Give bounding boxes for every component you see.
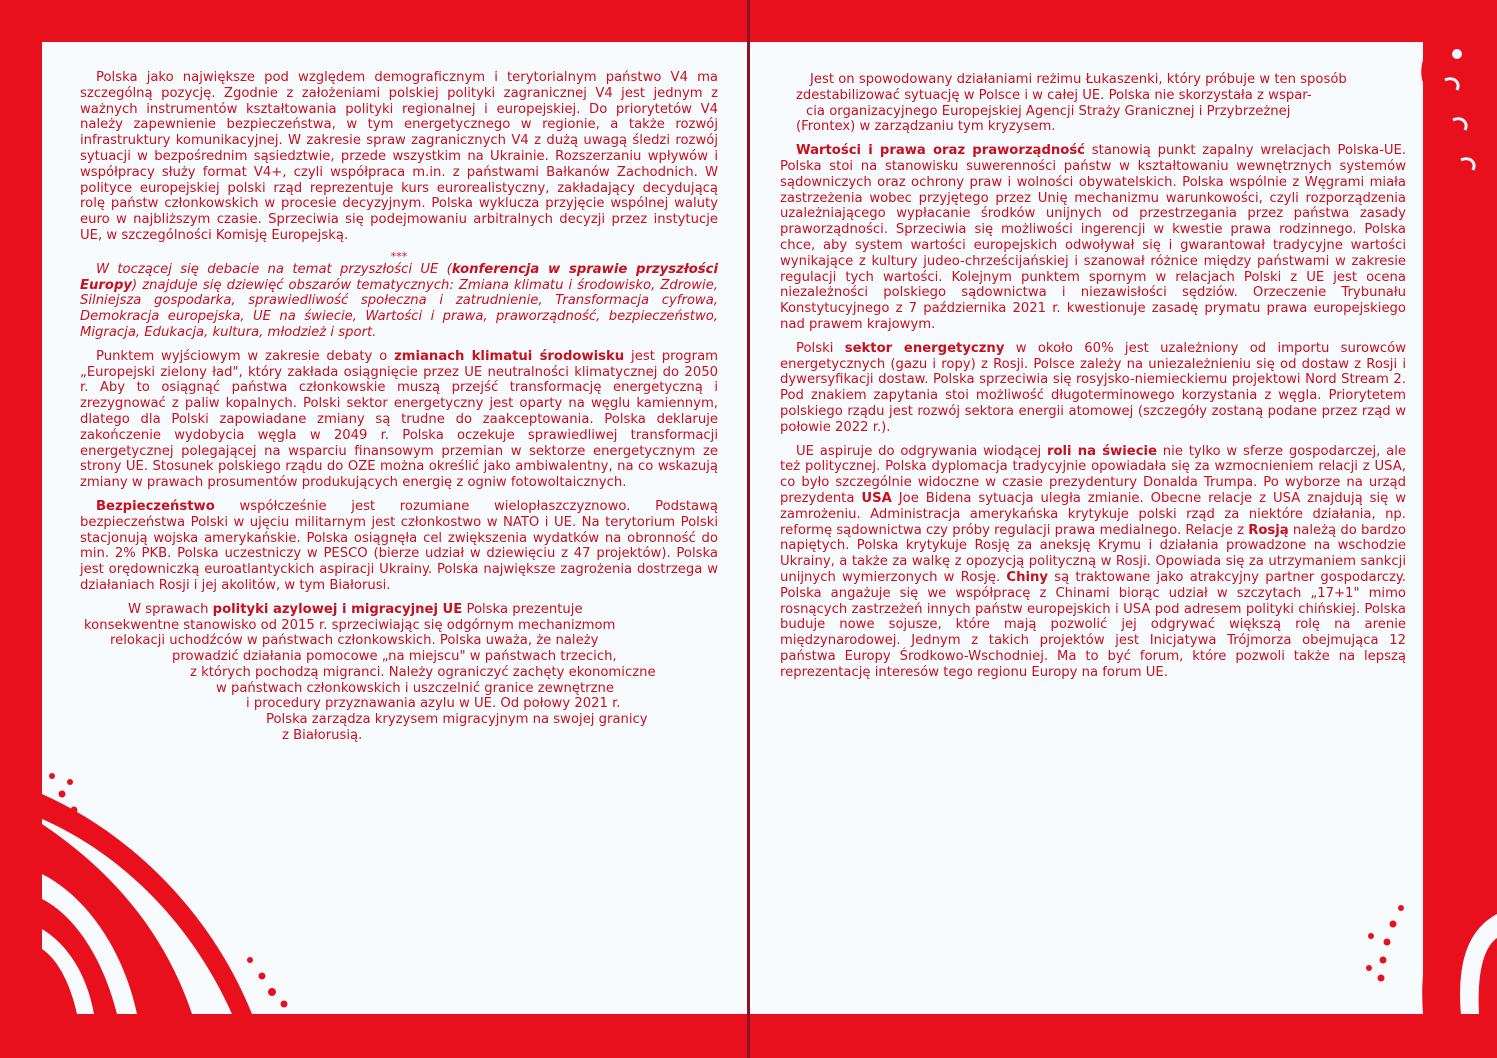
migration-line: z których pochodzą migranci. Należy ograniczyć zachęty ekonomiczne bbox=[190, 664, 656, 680]
paragraph-conference: W toczącej się debacie na temat przyszłości UE (konferencja w sprawie przyszłości Europy) znajduje się dziewięć obszarów tematycznych: Zmiana klimatu i środowisko, Zdrowie, Silniejsza gospodarka, sprawiedliwość społeczna i zatrudnienie, Transformacja cyfrowa, Demokracja europejska, UE na świecie, Wartości i prawa, praworządność, bezpieczeństwo, Migracja, Edukacja, kultura, młodzież i sport. bbox=[80, 261, 718, 340]
migration-line: Polska zarządza kryzysem migracyjnym na swojej granicy bbox=[266, 712, 648, 728]
paragraph-energy: Polski sektor energetyczny w około 60% jest uzależniony od importu surowców energetycznych (gazu i ropy) z Rosji. Polsce zależy na uniezależnieniu się od dostaw z Rosji i dywersyfikacji dostaw. Polska sprzeciwia się rosyjsko-niemieckiemu projektowi Nord Stream 2. Pod znakiem zapytania stoi możliwość długoterminowego korzystania z węgla. Priorytetem polskiego rządu jest rozwój sektora energii atomowej (szczegóły zostaną podane przez rząd w połowie 2022 r.). bbox=[780, 340, 1407, 435]
paragraph-security: Bezpieczeństwo współcześnie jest rozumiane wielopłaszczyznowo. Podstawą bezpieczeństwa Polski w ujęciu militarnym jest członkostwo w NATO i UE. Na terytorium Polski stacjonują wojska amerykańskie. Polska osiągnęła cel zwiększenia wydatków na obronność do min. 2% PKB. Polska uczestniczy w PESCO (bierze udział w dziewięciu z 47 projektów). Polska jest orędowniczką euroatlantyckich aspiracji Ukrainy. Polska największe zagrożenia dostrzega w działaniach Rosji i jej akolitów, w tym Białorusi. bbox=[80, 498, 718, 593]
paragraph-world-role: UE aspiruje do odgrywania wiodącej roli na świecie nie tylko w sferze gospodarczej, ale też politycznej. Polska dyplomacja tradycyjnie opowiadała się za wzmocnieniem relacji z USA, co było szczególnie widoczne w czasie prezydentury Donalda Trumpa. Po wyborze na urząd prezydenta USA Joe Bidena sytuacja uległa zmianie. Obecne relacje z USA znajdują się w zamrożeniu. Administracja amerykańska krytykuje polski rząd za niektóre działania, np. reformę sądownictwa czy próby regulacji prawa medialnego. Relacje z Rosją należą do bardzo napiętych. Polska krytykuje Rosję za aneksję Krymu i działania prowadzone na wschodzie Ukrainy, a także za walkę z opozycją polityczną w Rosji. Opowiada się za utrzymaniem sankcji unijnych wymierzonych w Rosję. Chiny są traktowane jako atrakcyjny partner gospodarczy. Polska angażuje się we współpracę z Chinami biorąc udział w szczytach „17+1" mimo rosnących zastrzeżeń innych państw europejskich i USA pod adresem polityki chińskiej. Polska buduje nowe sojusze, które mają pozwolić jej odgrywać większą rolę na arenie międzynarodowej. Jednym z takich projektów jest Inicjatywa Trójmorza obejmująca 12 państwa Europy Środkowo-Wschodniej. Ma to być forum, które pozwoli także na lepszą reprezentację interesów tego regionu Europy na forum UE. bbox=[780, 443, 1406, 680]
right-text-column bbox=[780, 72, 1406, 688]
paragraph-migration bbox=[80, 602, 718, 744]
left-text-column bbox=[80, 70, 718, 744]
migration-line: w państwach członkowskich i uszczelnić granice zewnętrzne bbox=[216, 680, 614, 696]
paragraph-rule-of-law: Wartości i prawa oraz praworządność stanowią punkt zapalny wrelacjach Polska-UE. Polska stoi na stanowisku suwerenności państw w kształtowaniu wewnętrznych systemów sądowniczych oraz ochrony praw i wolności obywatelskich. Polska wspólnie z Węgrami miała zastrzeżenia wobec przyjętego przez Unię mechanizmu warunkowości, czyli rozporządzenia uzależniającego wypłacanie środków unijnych od przestrzegania przez państwa zasady praworządności. Sprzeciwia się możliwości ingerencji w kwestie prawa rodzinnego. Polska chce, aby system wartości europejskich odwoływał się i gwarantował tradycyjne wartości wynikające z kultury judeo-chrześcijańskiej i szanował różnice między państwami w zakresie regulacji tych wartości. Kolejnym punktem spornym w relacjach Polski z UE jest ocena niezależności polskiego sądownictwa i niezawisłości sędziów. Orzeczenie Trybunału Konstytucyjnego z 7 października 2021 r. kwestionuje zasadę prymatu prawa europejskiego nad prawem krajowym. bbox=[780, 143, 1406, 332]
section-separator: *** bbox=[390, 249, 408, 263]
migration-line: konsekwentne stanowisko od 2015 r. sprzeciwiając się odgórnym mechanizmom bbox=[84, 617, 616, 633]
folk-ornament-bottom-right bbox=[1357, 864, 1497, 1014]
left-page bbox=[42, 42, 747, 1014]
eagle-ornament-top-right bbox=[1387, 0, 1497, 250]
folk-ornament-bottom-left bbox=[42, 754, 342, 1014]
migration-line: z Białorusią. bbox=[282, 728, 363, 744]
paragraph-lukashenko: Jest on spowodowany działaniami reżimu Łukaszenki, który próbuje w ten sposób zdestabilizować sytuację w Polsce i w całej UE. Polska nie skorzystała z wspar- cia organizacyjnego Europejskiej Agencji Straży Granicznej i Przybrzeżnej (Frontex) w zarządzaniu tym kryzysem. bbox=[796, 72, 1347, 135]
migration-line: i procedury przyznawania azylu w UE. Od połowy 2021 r. bbox=[246, 696, 621, 712]
paragraph-v4: Polska jako największe pod względem demograficznym i terytorialnym państwo V4 ma szczególną pozycję. Zgodnie z założeniami polskiej polityki zagranicznej V4 jest jednym z ważnych instrumentów kształtowania polityki regionalnej i europejskiej. Do priorytetów V4 należy zapewnienie bezpieczeństwa, w tym energetycznego w regionie, a także rozwój infrastruktury komunikacyjnej. W zakresie spraw zagranicznych V4 z dużą uwagą śledzi rozwój sytuacji w bezpośrednim sąsiedztwie, przede wszystkim na Ukrainie. Rozszerzaniu wpływów i współpracy służy format V4+, czyli współpraca m.in. z państwami Bałkanów Zachodnich. W polityce europejskiej polski rząd reprezentuje kurs eurorealistyczny, zakładający decydującą rolę państw członkowskich w procesie decyzyjnym. Polska wyklucza przyjęcie wspólnej waluty euro w najbliższym czasie. Sprzeciwia się podejmowaniu arbitralnych decyzji przez instytucje UE, w szczególności Komisję Europejską. bbox=[80, 70, 718, 243]
paragraph-climate: Punktem wyjściowym w zakresie debaty o zmianach klimatui środowisku jest program „Europejski zielony ład", który zakłada osiągnięcie przez UE neutralności klimatycznej do 2050 r. Aby to osiągnąć państwa członkowskie muszą przejść transformację energetyczną i zrezygnować z paliw kopalnych. Polski sektor energetyczny jest oparty na węglu kamiennym, dlatego dla Polski zapowiadane zmiany są trudne do zaakceptowania. Polska deklaruje zakończenie wydobycia węgla w 2049 r. Polska oczekuje sprawiedliwej transformacji energetycznej polegającej na wsparciu finansowym przemian w sektorze energetycznym ze strony UE. Stosunek polskiego rządu do OZE można określić jako ambiwalentny, na co wskazują zmiany w prawach prosumentów produkujących energię z ogniw fotowoltaicznych. bbox=[80, 348, 718, 491]
right-page bbox=[750, 42, 1423, 1014]
migration-line: prowadzić działania pomocowe „na miejscu" w państwach trzecich, bbox=[172, 649, 617, 665]
migration-line: W sprawach polityki azylowej i migracyjnej UE Polska prezentuje bbox=[128, 601, 583, 617]
migration-line: relokacji uchodźców w państwach członkowskich. Polska uważa, że należy bbox=[110, 633, 599, 649]
